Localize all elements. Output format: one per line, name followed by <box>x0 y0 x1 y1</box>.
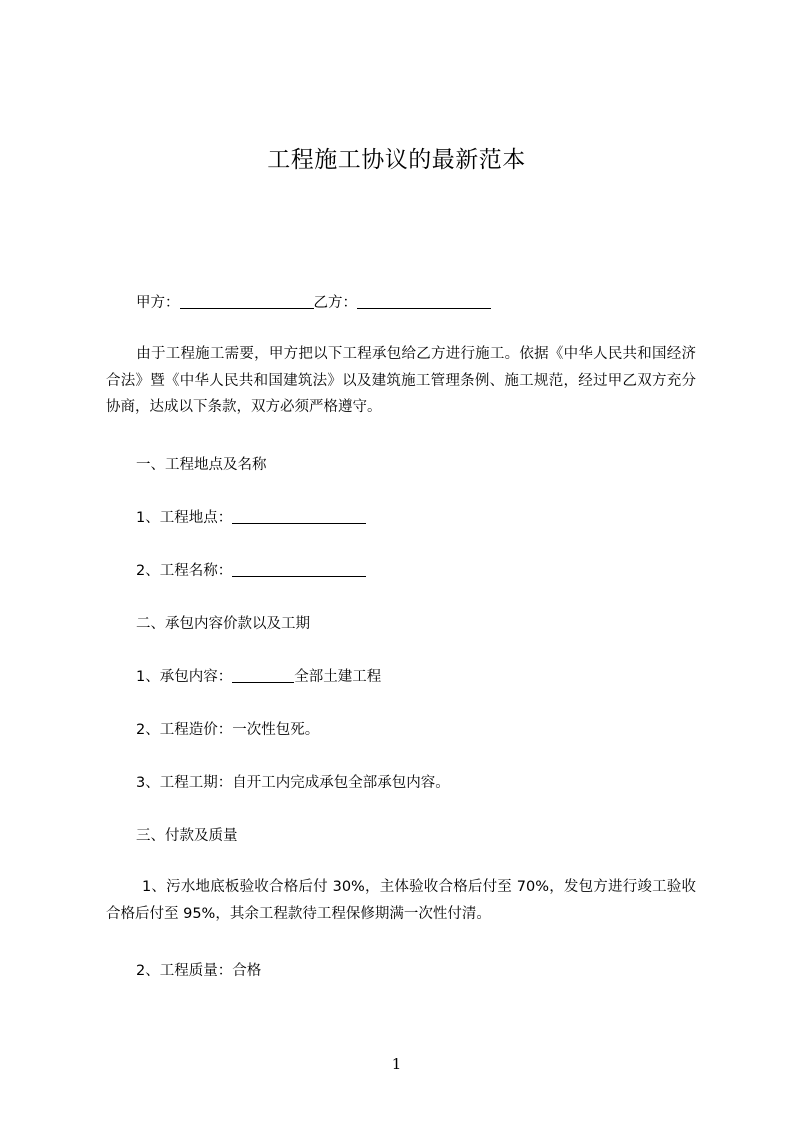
project-name-blank <box>232 562 366 577</box>
parties-line <box>136 291 491 312</box>
page-number: 1 <box>391 1055 402 1073</box>
party-a-label: 甲方： <box>136 295 180 311</box>
section1-heading: 一、工程地点及名称 <box>136 457 267 473</box>
section2-item1 <box>136 665 381 686</box>
party-a-blank <box>180 294 314 309</box>
section1-item2 <box>136 559 366 580</box>
document-title: 工程施工协议的最新范本 <box>267 147 526 173</box>
section2-item3: 3、工程工期：自开工内完成承包全部承包内容。 <box>136 775 450 791</box>
payment-terms-text: 1、污水地底板验收合格后付 30%，主体验收合格后付至 70%，发包方进行竣工验收合格后付至 95%，其余工程款待工程保修期满一次性付清。 <box>106 879 696 922</box>
contract-content-value: 全部土建工程 <box>294 669 382 685</box>
section1-item1 <box>136 506 366 527</box>
project-name-label: 2、工程名称： <box>136 563 233 579</box>
section3-item1 <box>106 874 696 927</box>
intro-text: 由于工程施工需要，甲方把以下工程承包给乙方进行施工。依据《中华人民共和国经济合法》暨《中华人民共和国建筑法》以及建筑施工管理条例、施工规范，经过甲乙双方充分协商，达成以下条款，双方必须严格遵守。 <box>106 346 696 415</box>
contract-content-label: 1、承包内容： <box>136 669 233 685</box>
section3-heading: 三、付款及质量 <box>136 828 238 844</box>
party-b-blank <box>357 294 491 309</box>
party-b-label: 乙方： <box>313 295 357 311</box>
site-location-blank <box>232 509 366 524</box>
section2-heading: 二、承包内容价款以及工期 <box>136 616 310 632</box>
contract-content-blank <box>232 668 294 683</box>
section3-item2: 2、工程质量：合格 <box>136 963 262 979</box>
section2-item2: 2、工程造价：一次性包死。 <box>136 722 320 738</box>
site-location-label: 1、工程地点： <box>136 510 233 526</box>
intro-paragraph <box>106 341 696 421</box>
